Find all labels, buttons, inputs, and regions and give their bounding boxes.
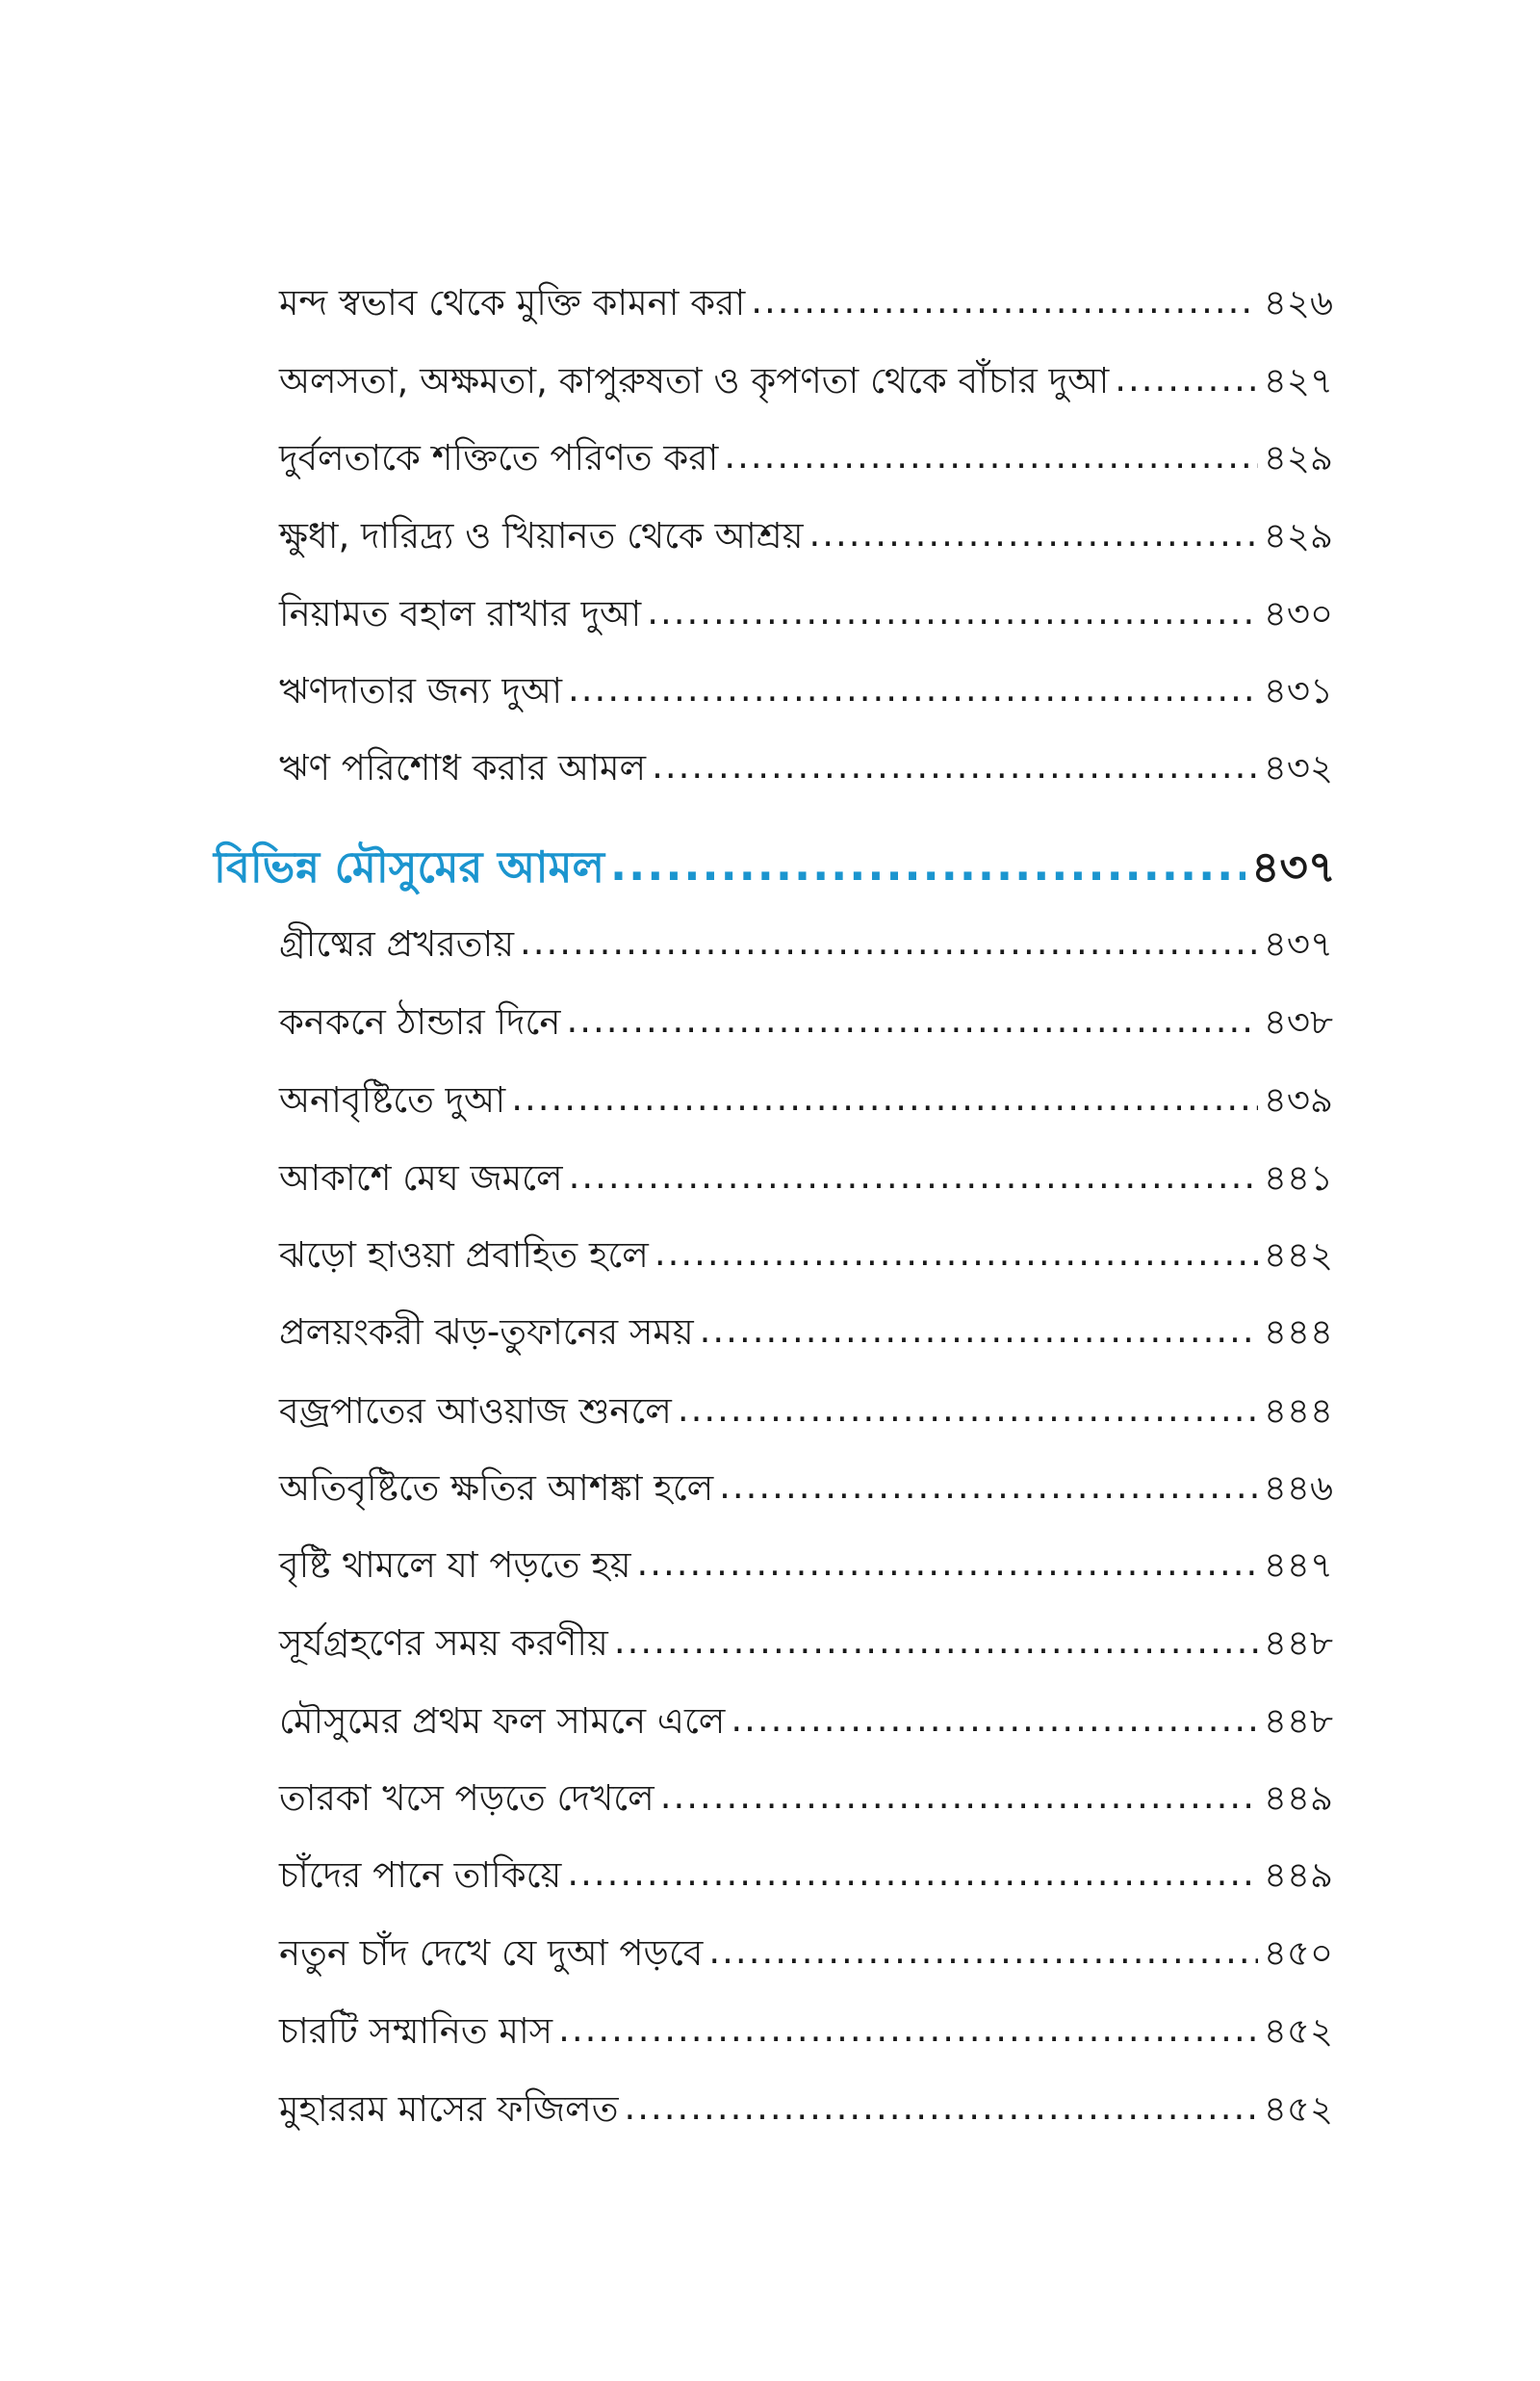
toc-entry-page: ৪৪৮ [1263,1700,1333,1742]
toc-entry[interactable] [279,1925,1333,1982]
toc-entry[interactable] [279,1150,1333,1207]
dot-leader [708,1923,1258,1982]
toc-entry-page: ৪৩৯ [1263,1079,1333,1121]
dot-leader [637,1535,1258,1594]
toc-entry-title: বজ্রপাতের আওয়াজ শুনলে [279,1390,672,1432]
toc-entry[interactable] [279,1693,1333,1750]
toc-entry-title: অতিবৃষ্টিতে ক্ষতির আশঙ্কা হলে [279,1467,714,1509]
dot-leader [558,2001,1258,2060]
toc-entry-title: দুর্বলতাকে শক্তিতে পরিণত করা [279,437,719,479]
dot-leader [678,1381,1258,1440]
toc-entry-title: অলসতা, অক্ষমতা, কাপুরুষতা ও কৃপণতা থেকে বাঁচার দুআ [279,360,1110,401]
toc-entry-title: বৃষ্টি থামলে যা পড়তে হয় [279,1544,631,1586]
toc-entry-page: ৪২৯ [1263,437,1333,479]
toc-entry-page: ৪৪৯ [1263,1854,1333,1896]
toc-entry-title: ক্ষুধা, দারিদ্র্য ও খিয়ানত থেকে আশ্রয় [279,515,804,556]
toc-entry-title: মুহাররম মাসের ফজিলত [279,2088,619,2130]
dot-leader [809,505,1258,565]
toc-entry-page: ৪২৯ [1263,515,1333,556]
toc-entry-title: চারটি সম্মানিত মাস [279,2010,553,2052]
dot-leader [624,2079,1257,2138]
dot-leader [610,832,1245,901]
toc-entry-page: ৪৪৪ [1263,1311,1333,1353]
toc-entry-title: গ্রীষ্মের প্রখরতায় [279,923,515,965]
dot-leader [719,1458,1258,1517]
toc-entry-page: ৪৩৭ [1263,923,1333,965]
toc-entry-page: ৪৪৯ [1263,1777,1333,1819]
toc-entry[interactable] [279,739,1333,797]
dot-leader [647,583,1258,643]
toc-entry-page: ৪৪২ [1263,1234,1333,1276]
dot-leader [567,1845,1258,1904]
toc-entry-title: নিয়ামত বহাল রাখার দুআ [279,593,642,634]
section-page: ৪৩৭ [1251,841,1336,893]
toc-entry[interactable] [279,1460,1333,1517]
toc-section-heading[interactable] [214,834,1336,901]
toc-entry-title: তারকা খসে পড়তে দেখলে [279,1777,654,1819]
dot-leader [568,660,1258,720]
toc-entry[interactable] [279,274,1333,332]
toc-entry[interactable] [279,916,1333,973]
toc-entry-page: ৪৩০ [1263,593,1333,634]
dot-leader [569,1148,1258,1207]
dot-leader [724,427,1258,487]
toc-entry-page: ৪৩১ [1263,670,1333,712]
dot-leader [652,738,1258,797]
dot-leader [660,1768,1258,1827]
dot-leader [700,1302,1258,1361]
toc-entry-page: ৪৪৮ [1263,1622,1333,1664]
toc-entry-title: ঋণ পরিশোধ করার আমল [279,747,647,789]
toc-entry-page: ৪২৬ [1263,282,1333,324]
dot-leader [751,272,1258,332]
toc-entry-title: মন্দ স্বভাব থেকে মুক্তি কামনা করা [279,282,746,324]
toc-entry[interactable] [279,585,1333,643]
toc-entry[interactable] [279,1847,1333,1904]
toc-entry[interactable] [279,352,1333,410]
toc-entry[interactable] [279,1537,1333,1594]
toc-entry-title: প্রলয়ংকরী ঝড়-তুফানের সময় [279,1311,694,1353]
toc-entry[interactable] [279,1227,1333,1284]
toc-entry[interactable] [279,1304,1333,1361]
toc-entry[interactable] [279,662,1333,720]
toc-entry-page: ৪৩৮ [1263,1001,1333,1043]
toc-entry[interactable] [279,1615,1333,1672]
toc-entry-page: ৪৪৪ [1263,1390,1333,1432]
section-title: বিভিন্ন মৌসুমের আমল [214,841,605,893]
toc-entry-title: আকাশে মেঘ জমলে [279,1157,563,1199]
toc-entry[interactable] [279,1072,1333,1129]
toc-entry-title: কনকনে ঠান্ডার দিনে [279,1001,561,1043]
toc-entry-page: ৪৪৭ [1263,1544,1333,1586]
toc-entry-page: ৪৫০ [1263,1932,1333,1974]
toc-entry-title: সূর্যগ্রহণের সময় করণীয় [279,1622,608,1664]
toc-entry-page: ৪৪৬ [1263,1467,1333,1509]
toc-entry-title: ঝড়ো হাওয়া প্রবাহিত হলে [279,1234,649,1276]
toc-entry-page: ৪২৭ [1263,360,1333,401]
dot-leader [566,992,1257,1051]
toc-entry-title: নতুন চাঁদ দেখে যে দুআ পড়বে [279,1932,704,1974]
toc-entry-page: ৪৪১ [1263,1157,1333,1199]
dot-leader [520,914,1258,973]
toc-entry[interactable] [279,1383,1333,1440]
dot-leader [731,1691,1258,1750]
dot-leader [1115,350,1258,410]
toc-entry[interactable] [279,429,1333,487]
toc-entry-title: চাঁদের পানে তাকিয়ে [279,1854,562,1896]
dot-leader [614,1613,1258,1672]
toc-entry[interactable] [279,2003,1333,2060]
toc-entry[interactable] [279,507,1333,565]
toc-entry-page: ৪৫২ [1263,2088,1333,2130]
dot-leader [654,1225,1258,1284]
dot-leader [511,1070,1258,1129]
toc-entry[interactable] [279,2081,1333,2138]
toc-entry[interactable] [279,994,1333,1051]
toc-entry-title: মৌসুমের প্রথম ফল সামনে এলে [279,1700,726,1742]
toc-entry-page: ৪৩২ [1263,747,1333,789]
toc-entry-title: অনাবৃষ্টিতে দুআ [279,1079,506,1121]
toc-entry[interactable] [279,1770,1333,1827]
toc-entry-page: ৪৫২ [1263,2010,1333,2052]
toc-entry-title: ঋণদাতার জন্য দুআ [279,670,563,712]
